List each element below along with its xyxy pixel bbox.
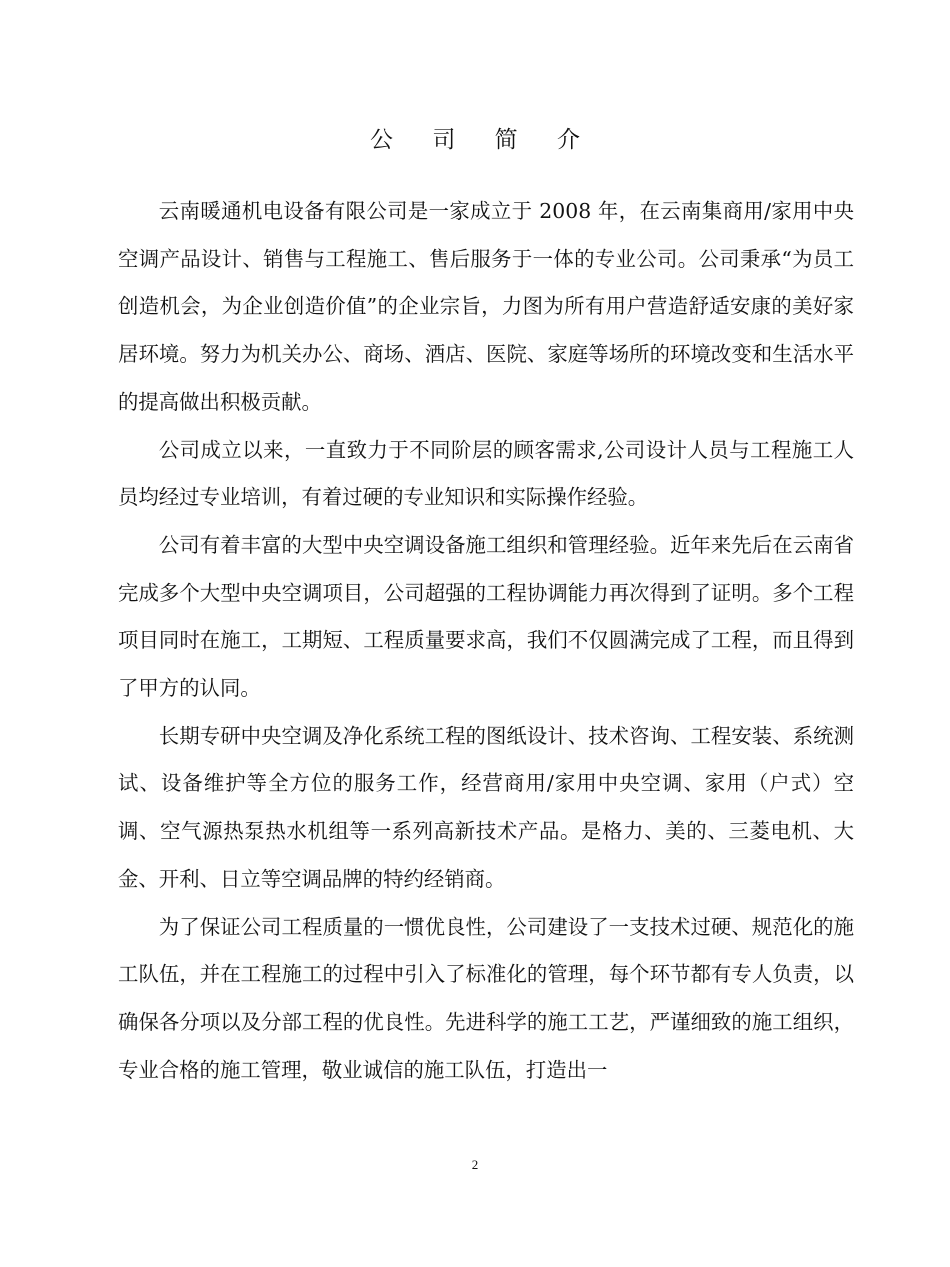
paragraph-quality-management: 为了保证公司工程质量的一惯优良性，公司建设了一支技术过硬、规范化的施工队伍，并在工程施工的过程中引入了标准化的管理，每个环节都有专人负责，以确保各分项以及分部工程的优良性。先进科学的施工工艺，严谨细致的施工组织，专业合格的施工管理，敬业诚信的施工队伍，打造出一 [118,914,854,1082]
paragraph-services-and-brands: 长期专研中央空调及净化系统工程的图纸设计、技术咨询、工程安装、系统测试、设备维护等全方位的服务工作，经营商用/家用中央空调、家用（户式）空调、空气源热泵热水机组等一系列高新技术产品。是格力、美的、三菱电机、大金、开利、日立等空调品牌的特约经销商。 [118,723,854,891]
document-body [118,188,854,1094]
page-number: 2 [471,1157,479,1172]
page-title: 公 司 简 介 [370,127,596,153]
paragraph-staff-training: 公司成立以来，一直致力于不同阶层的顾客需求,公司设计人员与工程施工人员均经过专业培训，有着过硬的专业知识和实际操作经验。 [118,437,854,510]
paragraph-project-experience: 公司有着丰富的大型中央空调设备施工组织和管理经验。近年来先后在云南省完成多个大型中央空调项目，公司超强的工程协调能力再次得到了证明。多个工程项目同时在施工，工期短、工程质量要求高，我们不仅圆满完成了工程，而且得到了甲方的认同。 [118,532,854,701]
paragraph-company-overview: 云南暖通机电设备有限公司是一家成立于 2008 年，在云南集商用/家用中央空调产品设计、销售与工程施工、售后服务于一体的专业公司。公司秉承“为员工创造机会，为企业创造价值”的企业宗旨，力图为所有用户营造舒适安康的美好家居环境。努力为机关办公、商场、酒店、医院、家庭等场所的环境改变和生活水平的提高做出积极贡献。 [118,199,854,414]
